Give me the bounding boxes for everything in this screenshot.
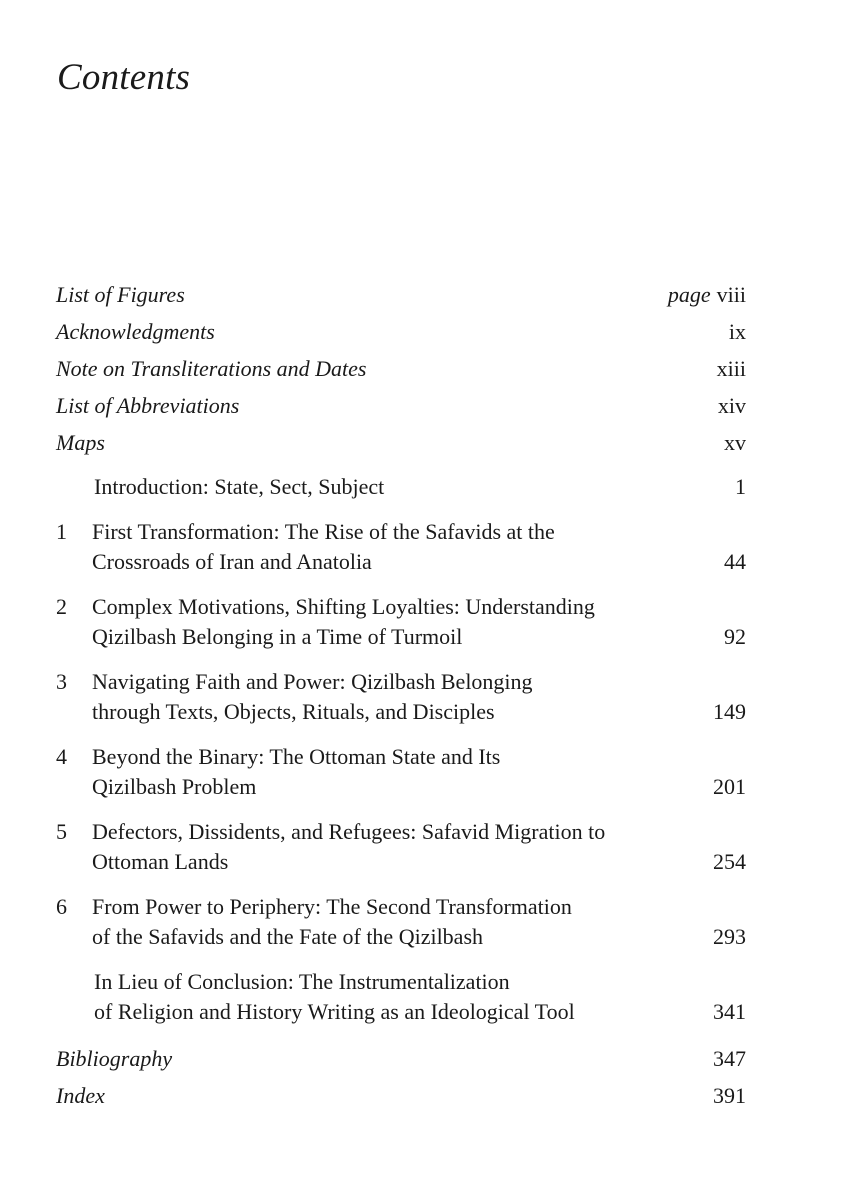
title-line-2: through Texts, Objects, Rituals, and Disciples [92,699,495,724]
title-line-1: Defectors, Dissidents, and Refugees: Safavid Migration to [92,819,606,844]
toc-entry-page: 347 [713,1046,746,1071]
toc-entry-title [92,817,713,877]
toc-entry-title [92,517,724,577]
toc-entry-note-on-transliterations[interactable] [56,352,746,389]
toc-entry-page: xiv [717,393,746,418]
chapter-number: 1 [56,519,67,544]
toc-entry-page: 149 [713,699,746,724]
toc-entry-page: 92 [724,624,746,649]
title-line-2: Qizilbash Problem [92,774,257,799]
toc-entry-chapter-3[interactable] [56,667,746,727]
toc-entry-title: List of Figures [56,282,185,307]
toc-entry-page: 341 [713,999,746,1024]
toc-entry-title [92,667,713,727]
page-number: viii [716,282,746,307]
toc-entry-page [668,280,746,310]
toc-entry-maps[interactable] [56,426,746,463]
toc-entry-introduction[interactable] [56,472,746,502]
chapter-number: 6 [56,894,67,919]
toc-entry-page: ix [728,319,746,344]
title-line-2: Ottoman Lands [92,849,229,874]
title-line-2: Qizilbash Belonging in a Time of Turmoil [92,624,463,649]
page-prefix: page [667,282,711,307]
toc-entry-list-of-figures[interactable] [56,278,746,315]
toc-entry-title: Maps [56,430,105,455]
title-line-2: of the Safavids and the Fate of the Qizilbash [92,924,484,949]
toc-entry-title: Introduction: State, Sect, Subject [94,474,385,499]
title-line-1: Navigating Faith and Power: Qizilbash Belonging [92,669,533,694]
title-line-2: Crossroads of Iran and Anatolia [92,549,372,574]
toc-entry-page: 1 [735,474,746,499]
title-line-1: From Power to Periphery: The Second Transformation [92,894,572,919]
toc-entry-chapter-1[interactable] [56,517,746,577]
toc-entry-page: xv [724,430,746,455]
toc-entry-chapter-4[interactable] [56,742,746,802]
toc-entry-title [94,967,713,1027]
toc-entry-page: 293 [713,924,746,949]
toc-entry-index[interactable] [56,1079,746,1116]
toc-entry-title: Note on Transliterations and Dates [56,356,367,381]
chapter-number: 4 [56,744,67,769]
chapter-number: 3 [56,669,67,694]
table-of-contents [56,278,746,1116]
toc-entry-title [92,592,724,652]
toc-entry-title [92,892,713,952]
toc-entry-title: Acknowledgments [56,319,215,344]
chapter-number: 5 [56,819,67,844]
toc-entry-page: 201 [713,774,746,799]
toc-entry-list-of-abbreviations[interactable] [56,389,746,426]
title-line-1: First Transformation: The Rise of the Safavids at the [92,519,555,544]
toc-entry-title: Index [56,1083,105,1108]
toc-entry-acknowledgments[interactable] [56,315,746,352]
toc-entry-conclusion[interactable] [56,967,746,1027]
toc-entry-title: Bibliography [56,1046,173,1071]
toc-entry-page: 391 [713,1083,746,1108]
toc-entry-page: 44 [724,549,746,574]
title-line-2: of Religion and History Writing as an Ideological Tool [94,999,575,1024]
toc-entry-chapter-5[interactable] [56,817,746,877]
title-line-1: In Lieu of Conclusion: The Instrumentalization [94,969,510,994]
toc-entry-chapter-2[interactable] [56,592,746,652]
toc-entry-chapter-6[interactable] [56,892,746,952]
toc-entry-page: 254 [713,849,746,874]
toc-entry-title: List of Abbreviations [56,393,240,418]
page-title: Contents [57,57,191,98]
title-line-1: Beyond the Binary: The Ottoman State and Its [92,744,501,769]
toc-entry-page: xiii [716,356,746,381]
toc-entry-bibliography[interactable] [56,1042,746,1079]
toc-entry-title [92,742,713,802]
chapter-number: 2 [56,594,67,619]
title-line-1: Complex Motivations, Shifting Loyalties: Understanding [92,594,595,619]
